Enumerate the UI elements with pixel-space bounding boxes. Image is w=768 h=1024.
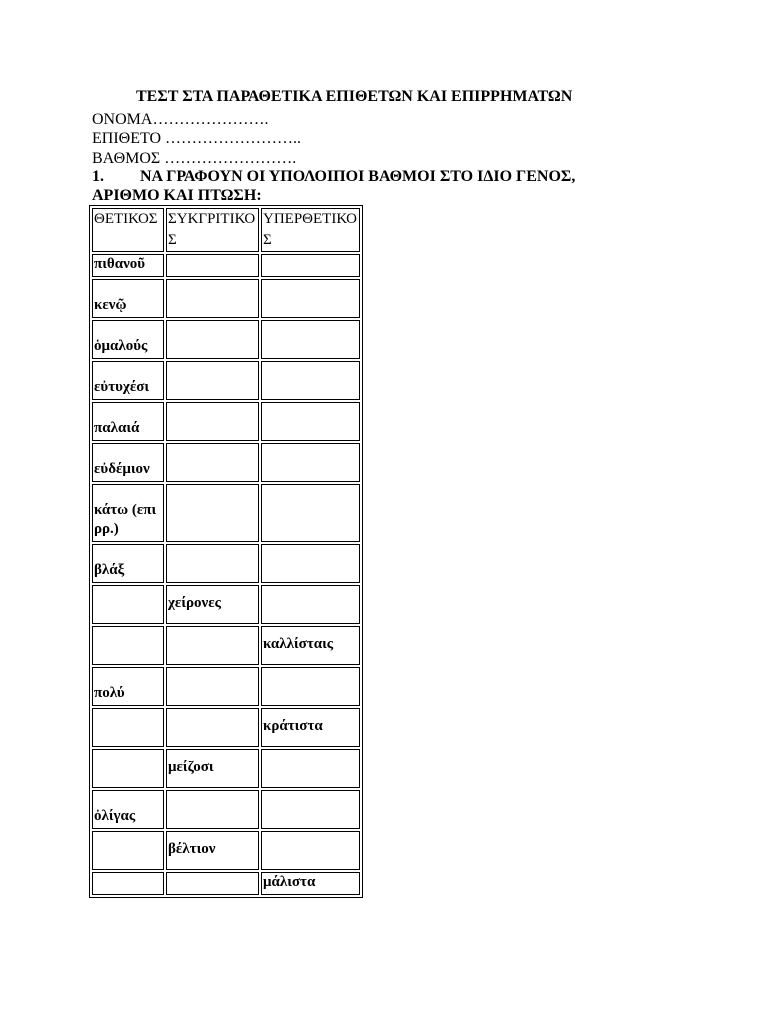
cell-positive: παλαιά [92, 402, 164, 441]
header-positive: ΘΕΤΙΚΟΣ [92, 208, 164, 252]
cell-superlative: μάλιστα [261, 872, 360, 895]
cell-comparative [166, 872, 259, 895]
name-field: ΟΝΟΜΑ…………………. [92, 111, 269, 128]
document-title: ΤΕΣΤ ΣΤΑ ΠΑΡΑΘΕΤΙΚΑ ΕΠΙΘΕΤΩΝ ΚΑΙ ΕΠΙΡΡΗΜΑΤΩΝ [136, 88, 573, 105]
cell-comparative [166, 320, 259, 359]
table-row [92, 585, 360, 624]
cell-positive: κάτω (επιρρ.) [92, 484, 164, 542]
table-row [92, 667, 360, 706]
table-row [92, 544, 360, 583]
question-line-2: ΑΡΙΘΜΟ ΚΑΙ ΠΤΩΣΗ: [92, 187, 262, 204]
table-row [92, 320, 360, 359]
cell-comparative [166, 708, 259, 747]
question-text-1: ΝΑ ΓΡΑΦΟΥΝ ΟΙ ΥΠΟΛΟΙΠΟΙ ΒΑΘΜΟΙ ΣΤΟ ΙΔΙΟ ΓΕΝΟΣ, [140, 168, 576, 185]
table-row [92, 626, 360, 665]
cell-comparative [166, 626, 259, 665]
table-row [92, 872, 360, 895]
cell-positive [92, 626, 164, 665]
cell-comparative [166, 790, 259, 829]
cell-comparative [166, 544, 259, 583]
cell-superlative [261, 279, 360, 318]
table-header-row [92, 208, 360, 252]
header-comparative: ΣΥΚΓΡΙΤΙΚΟΣ [166, 208, 259, 252]
cell-positive [92, 831, 164, 870]
cell-positive: πιθανοῦ [92, 254, 164, 277]
cell-superlative [261, 361, 360, 400]
cell-positive: πολύ [92, 667, 164, 706]
cell-positive [92, 708, 164, 747]
cell-comparative [166, 254, 259, 277]
cell-superlative [261, 320, 360, 359]
cell-superlative [261, 585, 360, 624]
cell-superlative [261, 790, 360, 829]
table-row [92, 790, 360, 829]
cell-superlative [261, 402, 360, 441]
table-row [92, 484, 360, 542]
cell-comparative: χείρονες [166, 585, 259, 624]
cell-superlative: καλλίσταις [261, 626, 360, 665]
degree-field: ΒΑΘΜΟΣ ……………………. [92, 150, 297, 167]
cell-superlative [261, 831, 360, 870]
table-row [92, 361, 360, 400]
cell-superlative [261, 443, 360, 482]
table-row [92, 443, 360, 482]
table-row [92, 749, 360, 788]
cell-superlative [261, 667, 360, 706]
cell-superlative [261, 749, 360, 788]
cell-comparative [166, 443, 259, 482]
cell-comparative [166, 402, 259, 441]
cell-superlative [261, 254, 360, 277]
degrees-table [89, 205, 363, 898]
table-row [92, 402, 360, 441]
table-row [92, 279, 360, 318]
cell-comparative [166, 667, 259, 706]
cell-comparative [166, 361, 259, 400]
cell-positive: βλάξ [92, 544, 164, 583]
cell-superlative [261, 544, 360, 583]
cell-comparative [166, 279, 259, 318]
cell-superlative: κράτιστα [261, 708, 360, 747]
cell-positive [92, 585, 164, 624]
cell-superlative [261, 484, 360, 542]
table-row [92, 254, 360, 277]
question-number: 1. [92, 168, 104, 185]
cell-positive: εὐδέμιον [92, 443, 164, 482]
table-row [92, 708, 360, 747]
question-line-1 [92, 168, 575, 186]
header-superlative: ΥΠΕΡΘΕΤΙΚΟΣ [261, 208, 360, 252]
cell-positive [92, 872, 164, 895]
cell-positive [92, 749, 164, 788]
cell-positive: ὁμαλούς [92, 320, 164, 359]
cell-comparative: βέλτιον [166, 831, 259, 870]
adjective-field: ΕΠΙΘΕΤΟ …………………….. [92, 130, 302, 147]
cell-comparative [166, 484, 259, 542]
cell-positive: κενῷ [92, 279, 164, 318]
cell-positive: εὐτυχέσι [92, 361, 164, 400]
cell-positive: ὀλίγας [92, 790, 164, 829]
cell-comparative: μείζοσι [166, 749, 259, 788]
table-row [92, 831, 360, 870]
